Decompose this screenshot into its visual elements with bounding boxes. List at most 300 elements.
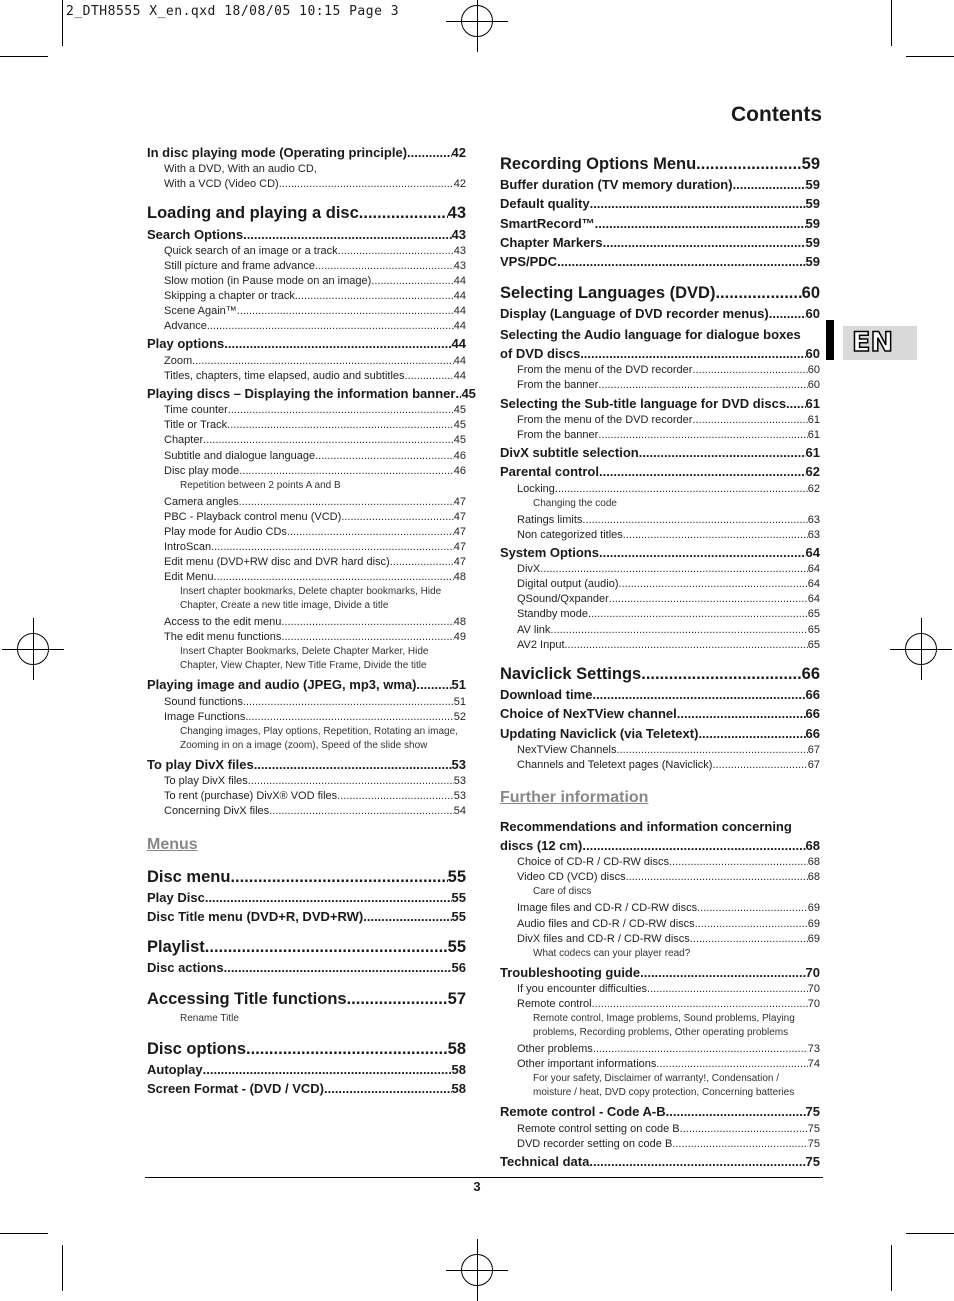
toc-entry-page: 42 <box>453 178 466 191</box>
toc-entry[interactable] <box>147 631 466 643</box>
toc-entry-title: Selecting the Sub-title language for DVD discs <box>500 395 787 411</box>
toc-entry-page: 57 <box>447 989 466 1008</box>
dot-leader <box>692 364 807 376</box>
toc-entry[interactable] <box>500 1043 820 1055</box>
dot-leader <box>224 961 452 975</box>
toc-entry-title: Channels and Teletext pages (Naviclick) <box>517 758 713 771</box>
toc-entry[interactable]: Selecting the Audio language for dialogue boxes <box>500 327 801 343</box>
toc-entry[interactable] <box>147 305 466 317</box>
toc-entry-page: 42 <box>451 145 466 160</box>
toc-entry-title: AV link <box>517 623 551 636</box>
dot-leader <box>603 236 806 250</box>
dot-leader <box>733 178 806 192</box>
language-tab-label: EN <box>852 327 894 358</box>
toc-entry[interactable]: Recommendations and information concerning <box>500 818 792 834</box>
toc-entry-page: 66 <box>805 706 820 722</box>
toc-entry[interactable] <box>147 868 466 886</box>
toc-entry-title: Disc Title menu (DVD+R, DVD+RW) <box>147 908 364 924</box>
toc-entry[interactable] <box>500 902 820 914</box>
toc-entry-title: Locking <box>517 482 555 495</box>
toc-entry-page: 43 <box>453 244 466 257</box>
toc-entry-title: From the menu of the DVD recorder <box>517 413 693 426</box>
toc-entry[interactable] <box>147 571 466 583</box>
toc-entry-page: 68 <box>805 837 820 853</box>
dot-leader <box>769 307 806 321</box>
toc-entry-page: 59 <box>805 235 820 251</box>
toc-entry-title: Autoplay <box>147 1062 203 1077</box>
toc-entry-page: 46 <box>453 464 466 477</box>
crop-mark <box>62 1245 63 1291</box>
toc-entry-page: 70 <box>807 998 820 1011</box>
toc-entry[interactable] <box>500 546 820 560</box>
toc-entry-title: Audio files and CD-R / CD-RW discs <box>517 917 695 930</box>
dot-leader <box>598 429 807 441</box>
toc-entry[interactable] <box>500 966 820 980</box>
dot-leader <box>245 711 453 723</box>
toc-entry-title: Disc menu <box>147 867 231 886</box>
toc-entry-title: The edit menu functions <box>164 631 282 644</box>
toc-entry-page: 68 <box>807 871 820 884</box>
toc-entry[interactable] <box>147 556 466 568</box>
toc-entry-title: Screen Format - (DVD / VCD) <box>147 1081 324 1097</box>
toc-entry-title: Other problems <box>517 1043 593 1056</box>
toc-entry-title: Advance <box>164 320 207 333</box>
toc-entry-title: From the banner <box>517 379 599 392</box>
toc-entry-title: Playing image and audio (JPEG, mp3, wma) <box>147 677 417 693</box>
toc-entry-page: 53 <box>453 790 466 803</box>
toc-entry-page: 49 <box>453 631 466 644</box>
toc-entry[interactable] <box>147 1040 466 1058</box>
dot-leader <box>246 1040 448 1058</box>
crop-mark <box>891 1245 892 1291</box>
toc-entry[interactable] <box>500 514 820 526</box>
toc-entry-title: Titles, chapters, time elapsed, audio and subtitles <box>164 369 405 382</box>
dot-leader <box>698 727 805 741</box>
toc-entry-title: Non categorized titles <box>517 528 623 541</box>
toc-entry[interactable] <box>147 678 466 692</box>
toc-entry[interactable] <box>500 397 820 411</box>
toc-entry[interactable] <box>147 204 466 222</box>
toc-entry-title: Default quality <box>500 196 590 212</box>
dot-leader <box>666 1105 806 1119</box>
toc-entry-title: Sound functions <box>164 695 243 708</box>
toc-entry-title: With a DVD, With an audio CD, <box>164 163 317 176</box>
toc-entry[interactable] <box>147 419 466 431</box>
toc-entry[interactable] <box>500 759 820 771</box>
toc-entry-title: From the banner <box>517 428 599 441</box>
dot-leader <box>680 1123 808 1135</box>
dot-leader <box>582 514 807 526</box>
toc-entry[interactable] <box>147 370 466 382</box>
toc-entry-title: of DVD discs <box>500 346 581 362</box>
toc-entry-title: Chapter Markers <box>500 235 603 251</box>
dot-leader <box>281 631 453 643</box>
toc-entry[interactable] <box>500 217 820 231</box>
toc-entry[interactable] <box>147 465 466 477</box>
dot-leader <box>228 404 454 416</box>
toc-entry-title: Edit Menu <box>164 571 214 584</box>
toc-entry-page: 63 <box>807 513 820 526</box>
dot-leader <box>203 434 454 446</box>
dot-leader <box>211 541 454 553</box>
toc-entry-page: 68 <box>807 856 820 869</box>
toc-entry-page: 44 <box>453 275 466 288</box>
toc-entry[interactable] <box>500 347 820 361</box>
toc-entry-title: VPS/PDC <box>500 254 558 270</box>
toc-entry[interactable] <box>500 483 820 495</box>
toc-entry[interactable] <box>147 790 466 802</box>
dot-leader <box>407 146 451 160</box>
toc-entry[interactable] <box>500 236 820 250</box>
toc-entry-title: Disc actions <box>147 960 224 976</box>
dot-leader <box>593 1043 808 1055</box>
crop-mark <box>0 56 48 57</box>
toc-entry-page: 75 <box>805 1153 820 1169</box>
dot-leader <box>592 688 805 702</box>
toc-entry[interactable] <box>147 990 466 1008</box>
crop-mark <box>906 1233 954 1234</box>
toc-entry-title: From the menu of the DVD recorder <box>517 364 693 377</box>
toc-entry-title: Updating Naviclick (via Teletext) <box>500 725 699 741</box>
toc-entry[interactable]: Care of discs <box>533 886 592 898</box>
toc-entry[interactable] <box>147 511 466 523</box>
dot-leader <box>324 1082 452 1096</box>
toc-entry[interactable] <box>147 404 466 416</box>
toc-entry-title: PBC - Playback control menu (VCD) <box>164 510 342 523</box>
dot-leader <box>269 805 454 817</box>
toc-entry[interactable] <box>147 355 466 367</box>
toc-entry[interactable] <box>500 307 820 321</box>
toc-entry[interactable] <box>500 465 820 479</box>
toc-entry[interactable] <box>500 744 820 756</box>
dot-leader <box>243 696 454 708</box>
toc-entry[interactable] <box>500 1138 820 1150</box>
toc-entry-title: Quick search of an image or a track <box>164 244 338 257</box>
toc-entry[interactable] <box>500 593 820 605</box>
toc-entry[interactable] <box>147 1063 466 1077</box>
dot-leader <box>295 290 454 302</box>
toc-entry[interactable] <box>500 255 820 269</box>
dot-leader <box>695 918 808 930</box>
toc-entry-page: 59 <box>805 215 820 231</box>
toc-entry-page: 62 <box>807 482 820 495</box>
toc-entry[interactable] <box>500 563 820 575</box>
toc-entry-title: Technical data <box>500 1153 590 1169</box>
toc-entry-page: 75 <box>807 1122 820 1135</box>
toc-entry-title: Access to the edit menu <box>164 616 282 629</box>
toc-entry-page: 48 <box>453 571 466 584</box>
toc-entry-title: Choice of NexTView channel <box>500 706 677 722</box>
toc-entry[interactable] <box>147 1082 466 1096</box>
toc-entry-title: Buffer duration (TV memory duration) <box>500 177 733 193</box>
dot-leader <box>616 744 807 756</box>
toc-entry-title: Selecting Languages (DVD) <box>500 283 716 302</box>
toc-entry[interactable] <box>147 290 466 302</box>
toc-entry[interactable] <box>500 856 820 868</box>
toc-entry-title: Subtitle and dialogue language <box>164 449 316 462</box>
toc-entry-page: 54 <box>453 805 466 818</box>
toc-entry[interactable] <box>147 385 476 401</box>
dot-leader <box>337 790 454 802</box>
toc-entry-title: With a VCD (Video CD) <box>164 178 279 191</box>
toc-entry-title: Naviclick Settings <box>500 664 642 683</box>
crop-mark <box>62 0 63 46</box>
toc-entry[interactable] <box>500 414 820 426</box>
dot-leader <box>623 529 808 541</box>
toc-entry-page: 62 <box>805 464 820 480</box>
toc-entry[interactable] <box>147 775 466 787</box>
toc-entry-title: To rent (purchase) DivX® VOD files <box>164 790 338 803</box>
toc-entry[interactable] <box>500 871 820 883</box>
toc-entry[interactable] <box>147 891 466 905</box>
toc-entry[interactable] <box>147 163 466 175</box>
toc-entry[interactable] <box>147 434 466 446</box>
toc-entry[interactable] <box>147 337 466 351</box>
dot-leader <box>619 578 808 590</box>
toc-entry[interactable] <box>500 578 820 590</box>
toc-entry[interactable]: For your safety, Disclaimer of warranty!, Condensation / moisture / heat, DVD copy protection, Concerning batteries <box>533 1073 795 1099</box>
toc-entry-page: 48 <box>453 616 466 629</box>
dot-leader <box>609 593 808 605</box>
dot-leader <box>248 775 454 787</box>
toc-entry[interactable] <box>147 526 466 538</box>
toc-entry-title: Image files and CD-R / CD-RW discs <box>517 902 698 915</box>
toc-entry-page: 60 <box>807 364 820 377</box>
toc-entry-title: Search Options <box>147 226 244 242</box>
toc-entry[interactable] <box>147 450 466 462</box>
dot-leader <box>390 556 454 568</box>
toc-entry-page: 74 <box>807 1058 820 1071</box>
toc-entry[interactable] <box>500 1155 820 1169</box>
toc-entry-page: 59 <box>805 177 820 193</box>
toc-entry[interactable]: Changing images, Play options, Repetition, Rotating an image, Zooming in on a image (zoom), Speed of the slide show <box>180 725 458 751</box>
toc-entry[interactable] <box>500 364 820 376</box>
toc-entry-title: Play options <box>147 336 225 352</box>
toc-entry[interactable] <box>500 446 820 460</box>
toc-entry[interactable] <box>500 155 820 173</box>
dot-leader <box>205 891 452 905</box>
toc-entry-page: 64 <box>807 593 820 606</box>
toc-entry-page: 44 <box>453 354 466 367</box>
footer-rule <box>145 1177 823 1178</box>
toc-entry-title: discs (12 cm) <box>500 837 583 853</box>
toc-entry-page: 55 <box>451 908 466 924</box>
toc-entry-title: Time counter <box>164 404 228 417</box>
toc-entry[interactable] <box>147 910 466 924</box>
toc-entry[interactable] <box>147 260 466 272</box>
toc-entry-title: DivX <box>517 563 541 576</box>
toc-entry[interactable] <box>500 178 820 192</box>
toc-entry[interactable] <box>500 1105 820 1119</box>
toc-entry[interactable] <box>500 918 820 930</box>
toc-entry-title: DivX files and CD-R / CD-RW discs <box>517 932 690 945</box>
toc-entry-title: Disc play mode <box>164 464 240 477</box>
dot-leader <box>338 245 454 257</box>
dot-leader <box>281 616 453 628</box>
toc-entry[interactable] <box>147 178 466 190</box>
toc-entry-page: 56 <box>451 960 466 976</box>
toc-entry[interactable] <box>500 379 820 391</box>
toc-entry-page: 61 <box>805 445 820 461</box>
dot-leader <box>641 665 801 683</box>
dot-leader <box>690 933 808 945</box>
toc-entry-title: Remote control - Code A-B <box>500 1104 666 1120</box>
toc-entry[interactable] <box>500 529 820 541</box>
toc-entry-title: QSound/Qxpander <box>517 593 609 606</box>
toc-entry[interactable] <box>500 933 820 945</box>
toc-entry[interactable]: Changing the code <box>533 497 617 509</box>
toc-entry[interactable]: Remote control, Image problems, Sound problems, Playing problems, Recording problems, Other operating problems <box>533 1013 795 1039</box>
dot-leader <box>279 178 454 190</box>
dot-leader <box>214 571 454 583</box>
toc-entry[interactable] <box>147 711 466 723</box>
crop-mark <box>0 1233 48 1234</box>
toc-entry[interactable] <box>500 839 820 853</box>
section-heading[interactable]: Menus <box>147 835 198 853</box>
toc-entry[interactable]: What codecs can your player read? <box>533 947 691 959</box>
toc-entry-page: 61 <box>807 428 820 441</box>
toc-entry-page: 65 <box>807 638 820 651</box>
toc-entry-title: In disc playing mode (Operating principle) <box>147 145 408 160</box>
toc-entry[interactable] <box>147 616 466 628</box>
toc-entry-title: To play DivX files <box>164 775 248 788</box>
toc-entry[interactable] <box>500 727 820 741</box>
section-heading[interactable]: Further information <box>500 788 649 806</box>
dot-leader <box>341 511 453 523</box>
toc-entry[interactable] <box>147 758 466 772</box>
toc-entry-page: 69 <box>807 917 820 930</box>
crop-mark <box>891 0 892 46</box>
dot-leader <box>598 379 807 391</box>
dot-leader <box>203 1063 452 1077</box>
toc-entry[interactable]: Repetition between 2 points A and B <box>180 479 341 491</box>
toc-entry-title: SmartRecord™ <box>500 215 595 231</box>
toc-entry[interactable] <box>500 983 820 995</box>
toc-entry-title: DivX subtitle selection <box>500 445 639 461</box>
toc-entry[interactable] <box>147 496 466 508</box>
toc-entry-title: Disc options <box>147 1039 247 1058</box>
toc-entry-page: 51 <box>453 695 466 708</box>
toc-entry[interactable] <box>147 696 466 708</box>
toc-entry[interactable] <box>147 320 466 332</box>
toc-entry[interactable] <box>147 938 466 956</box>
toc-entry-page: 55 <box>447 938 466 957</box>
toc-entry-page: 60 <box>805 346 820 362</box>
toc-entry-title: AV2 Input <box>517 638 565 651</box>
dot-leader <box>359 204 448 222</box>
dot-leader <box>192 355 454 367</box>
dot-leader <box>243 228 451 242</box>
toc-entry-page: 44 <box>453 305 466 318</box>
toc-entry-page: 53 <box>453 775 466 788</box>
dot-leader <box>656 1058 807 1070</box>
toc-entry[interactable]: Insert chapter bookmarks, Delete chapter bookmarks, Hide Chapter, Create a new title image, Divide a title <box>180 586 442 612</box>
toc-entry-page: 45 <box>453 404 466 417</box>
toc-entry-page: 66 <box>805 686 820 702</box>
toc-entry-title: Standby mode <box>517 608 588 621</box>
dot-leader <box>640 966 805 980</box>
toc-entry[interactable] <box>500 197 820 211</box>
language-tab <box>843 326 917 360</box>
toc-entry[interactable] <box>500 608 820 620</box>
toc-entry-page: 44 <box>453 369 466 382</box>
toc-entry[interactable] <box>147 146 466 160</box>
toc-entry-title: Digital output (audio) <box>517 578 619 591</box>
dot-leader <box>565 639 808 651</box>
toc-entry-page: 45 <box>461 385 476 401</box>
dot-leader <box>405 370 454 382</box>
dot-leader <box>237 305 454 317</box>
toc-entry-title: Skipping a chapter or track <box>164 290 295 303</box>
toc-entry-title: Chapter <box>164 434 204 447</box>
toc-entry-page: 60 <box>807 379 820 392</box>
toc-entry[interactable] <box>147 275 466 287</box>
registration-mark-right <box>905 633 937 665</box>
toc-entry-page: 47 <box>453 510 466 523</box>
toc-entry-title: Playing discs – Displaying the information banner <box>147 385 456 401</box>
dot-leader <box>239 496 454 508</box>
toc-entry[interactable] <box>500 639 820 651</box>
toc-entry[interactable] <box>500 1123 820 1135</box>
toc-entry-page: 44 <box>451 336 466 352</box>
toc-entry-title: Recording Options Menu <box>500 155 697 173</box>
toc-entry[interactable] <box>147 541 466 553</box>
toc-entry-title: Choice of CD-R / CD-RW discs <box>517 856 669 869</box>
toc-entry[interactable] <box>147 805 466 817</box>
file-slug: 2_DTH8555 X_en.qxd 18/08/05 10:15 Page 3 <box>66 4 400 19</box>
toc-entry[interactable]: Rename Title <box>180 1012 239 1024</box>
toc-entry[interactable] <box>500 429 820 441</box>
toc-entry-title: To play DivX files <box>147 756 254 772</box>
toc-entry-page: 75 <box>805 1104 820 1120</box>
dot-leader <box>224 337 451 351</box>
toc-entry-page: 47 <box>453 556 466 569</box>
toc-entry-page: 52 <box>453 710 466 723</box>
toc-entry-title: Accessing Title functions <box>147 989 347 1008</box>
dot-leader <box>697 902 808 914</box>
toc-entry[interactable] <box>147 228 466 242</box>
toc-entry-page: 67 <box>807 758 820 771</box>
toc-entry[interactable] <box>500 284 820 302</box>
toc-entry[interactable] <box>147 961 466 975</box>
toc-entry[interactable] <box>500 998 820 1010</box>
page-title: Contents <box>731 103 822 126</box>
toc-entry-title: Display (Language of DVD recorder menus) <box>500 305 769 321</box>
dot-leader <box>582 839 805 853</box>
toc-entry-page: 58 <box>451 1062 466 1077</box>
toc-entry-title: Concerning DivX files <box>164 805 270 818</box>
toc-entry-page: 60 <box>805 305 820 321</box>
toc-entry-page: 64 <box>807 563 820 576</box>
registration-mark-bottom <box>461 1254 493 1286</box>
toc-entry[interactable] <box>500 688 820 702</box>
dot-leader <box>588 608 808 620</box>
dot-leader <box>315 450 454 462</box>
toc-entry-title: Still picture and frame advance <box>164 260 316 273</box>
toc-entry[interactable] <box>500 624 820 636</box>
toc-entry-title: Edit menu (DVD+RW disc and DVR hard disc) <box>164 556 390 569</box>
toc-entry-title: NexTView Channels <box>517 743 617 756</box>
toc-entry[interactable] <box>500 707 820 721</box>
dot-leader <box>347 990 448 1008</box>
toc-entry-page: 69 <box>807 902 820 915</box>
toc-column-left <box>147 141 476 1097</box>
toc-entry[interactable] <box>500 665 820 683</box>
toc-entry[interactable]: Insert Chapter Bookmarks, Delete Chapter Marker, Hide Chapter, View Chapter, New Title Frame, Divide the title <box>180 646 429 672</box>
toc-entry[interactable] <box>500 1058 820 1070</box>
toc-entry[interactable] <box>147 245 466 257</box>
dot-leader <box>592 998 808 1010</box>
